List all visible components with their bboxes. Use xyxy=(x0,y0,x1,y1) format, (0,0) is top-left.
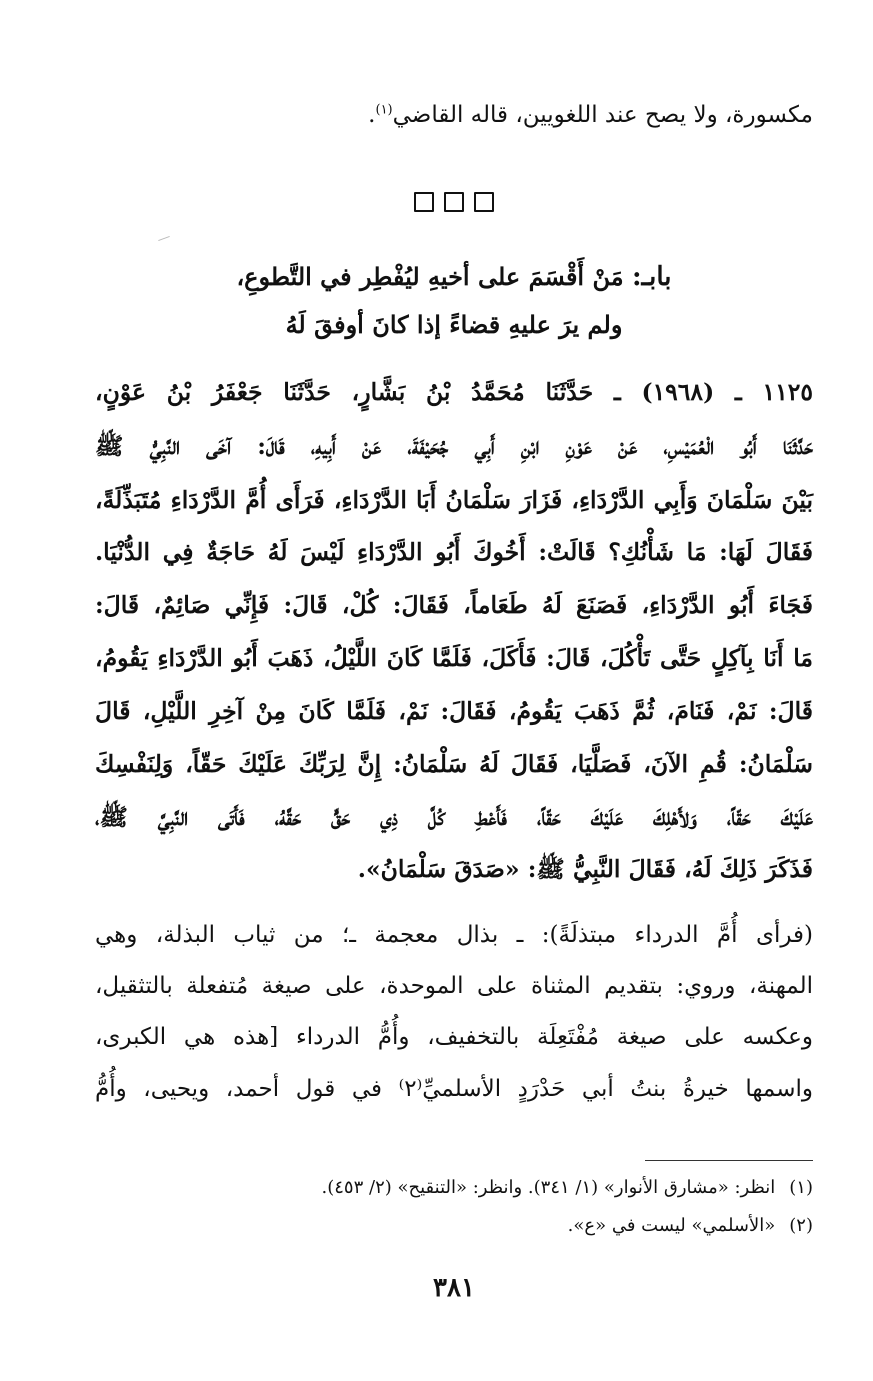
ornament-box xyxy=(414,192,434,212)
chapter-title-line-1 xyxy=(95,262,813,292)
hadith-line: سَلْمَانُ: قُمِ الآنَ، فَصَلَّيَا، فَقَالَ لَهُ سَلْمَانُ: إِنَّ لِرَبِّكَ عَلَيْكَ حَقّاً، وَلِنَفْسِكَ xyxy=(95,750,813,778)
intro-text: مكسورة، ولا يصح عند اللغويين، قاله القاضي xyxy=(392,102,813,128)
footnote-2 xyxy=(95,1215,813,1236)
chapter-title-line-2: ولم يرَ عليهِ قضاءً إذا كانَ أوفقَ لَهُ xyxy=(285,310,623,339)
footnote-divider xyxy=(645,1160,813,1161)
intro-line xyxy=(95,102,813,128)
footnote-number: (٢) xyxy=(789,1215,813,1236)
hadith-line: ١١٢٥ ـ (١٩٦٨) ـ حَدَّثَنَا مُحَمَّدُ بْنُ بَشَّارٍ، حَدَّثَنَا جَعْفَرُ بْنُ عَوْنٍ، xyxy=(95,378,813,406)
hadith-line: مَا أَنَا بِآكِلٍ حَتَّى تَأْكُلَ، قَالَ: فَأَكَلَ، فَلَمَّا كَانَ اللَّيْلُ، ذَهَبَ أَبُو الدَّرْدَاءِ يَقُومُ، xyxy=(95,644,813,672)
hadith-line: عَلَيْكَ حَقّاً، وَلأَهْلِكَ عَلَيْكَ حَقّاً، فَأَعْطِ كُلَّ ذِي حَقٍّ حَقَّهُ، فَأَتَى النَّبِيَّ ﷺ، xyxy=(95,803,813,831)
hadith-line: فَقَالَ لَهَا: مَا شَأْنُكِ؟ قَالَتْ: أَخُوكَ أَبُو الدَّرْدَاءِ لَيْسَ لَهُ حَاجَةٌ فِي الدُّنْيَا. xyxy=(95,538,813,566)
commentary-line: (فرأى أُمَّ الدرداء مبتذلَةً): ـ بذال معجمة ـ؛ من ثياب البذلة، وهي xyxy=(95,922,813,948)
page-number: ٣٨١ xyxy=(433,1273,475,1303)
hadith-line: قَالَ: نَمْ، فَنَامَ، ثُمَّ ذَهَبَ يَقُومُ، فَقَالَ: نَمْ، فَلَمَّا كَانَ مِنْ آخِرِ اللَّيْلِ، قَالَ xyxy=(95,697,813,725)
hadith-line: حَدَّثَنَا أَبُو الْعُمَيْسِ، عَنْ عَوْنِ ابْنِ أَبِي جُحَيْفَةَ، عَنْ أَبِيهِ، قَالَ: آخَى النَّبِيُّ ﷺ xyxy=(95,432,813,460)
commentary-line: واسمها خيرةُ بنتُ أبي حَدْرَدٍ الأسلميِّ⁽٢⁾ في قول أحمد، ويحيى، وأُمُّ xyxy=(95,1076,814,1102)
ornament-box xyxy=(474,192,494,212)
footnote-text: «الأسلمي» ليست في «ع». xyxy=(567,1215,776,1236)
section-ornament xyxy=(95,192,813,212)
intro-footnote-ref: (١) xyxy=(375,102,393,118)
chapter-title-text-1: مَنْ أَقْسَمَ على أخيهِ ليُفْطِر في التَّطوعِ، xyxy=(236,262,624,291)
ornament-box xyxy=(444,192,464,212)
commentary-line: المهنة، وروي: بتقديم المثناة على الموحدة، على صيغة مُتفعلة بالتثقيل، xyxy=(95,973,813,999)
footnote-text: انظر: «مشارق الأنوار» (١/ ٣٤١). وانظر: «التنقيح» (٢/ ٤٥٣). xyxy=(321,1177,776,1198)
hadith-line-last: فَذَكَرَ ذَلِكَ لَهُ، فَقَالَ النَّبِيُّ ﷺ: «صَدَقَ سَلْمَانُ». xyxy=(357,855,813,883)
book-page xyxy=(95,0,813,1381)
commentary-line: وعكسه على صيغة مُفْتَعِلَة بالتخفيف، وأُمُّ الدرداء [هذه هي الكبرى، xyxy=(95,1024,813,1050)
hadith-line: فَجَاءَ أَبُو الدَّرْدَاءِ، فَصَنَعَ لَهُ طَعَاماً، فَقَالَ: كُلْ، قَالَ: فَإِنِّي صَائِمٌ، قَالَ: xyxy=(95,591,813,619)
intro-end: . xyxy=(368,102,376,128)
chapter-label: بابـ: xyxy=(631,262,672,292)
footnote-1 xyxy=(95,1177,813,1198)
scan-mark xyxy=(158,236,170,241)
hadith-line: بَيْنَ سَلْمَانَ وَأَبِي الدَّرْدَاءِ، فَزَارَ سَلْمَانُ أَبَا الدَّرْدَاءِ، فَرَأَى أُمَّ الدَّرْدَاءِ مُتَبَذِّلَةً، xyxy=(95,486,813,514)
footnote-number: (١) xyxy=(789,1177,813,1198)
